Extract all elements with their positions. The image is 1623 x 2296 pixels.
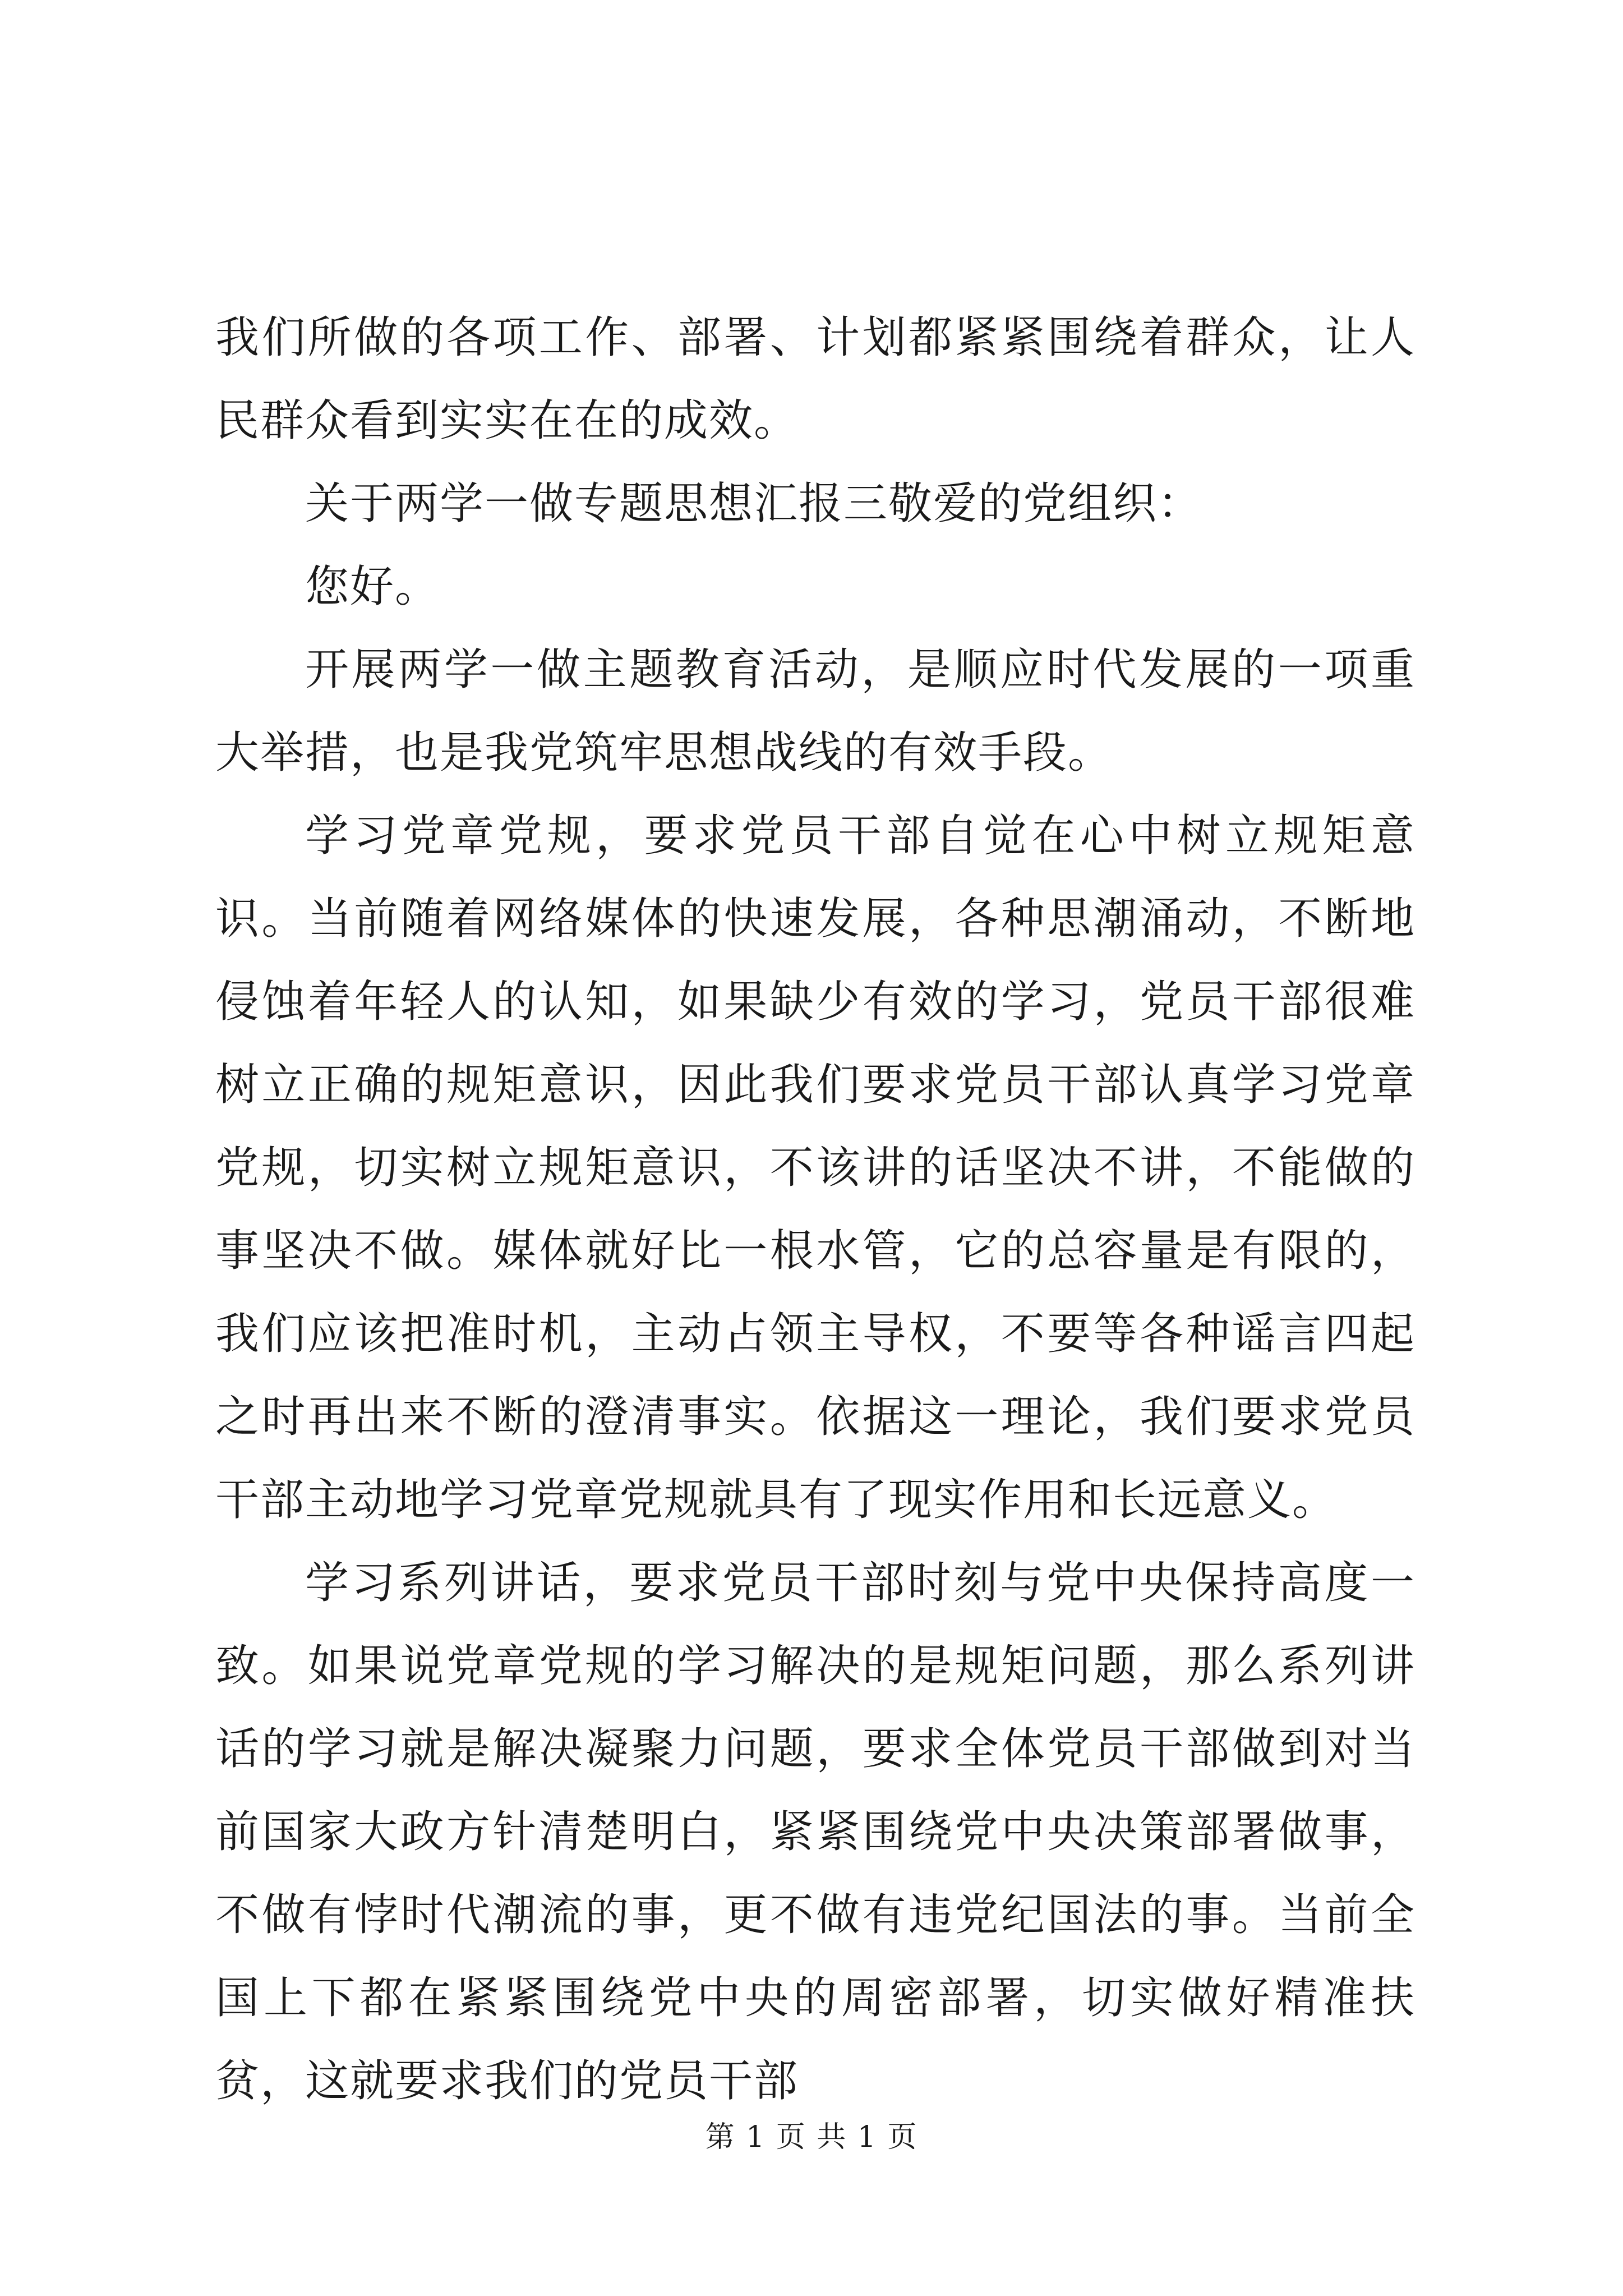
paragraph-3: 您好。: [305, 562, 440, 612]
paragraph-1: 我们所做的各项工作、部署、计划都紧紧围绕着群众，让人民群众看到实实在在的成效。: [215, 312, 1415, 446]
page-footer: 第 1 页 共 1 页: [705, 2120, 918, 2154]
paragraph-6: 学习系列讲话，要求党员干部时刻与党中央保持高度一致。如果说党章党规的学习解决的是规矩问题，那么系列讲话的学习就是解决凝聚力问题，要求全体党员干部做到对当前国家大政方针清楚明白，紧紧围绕党中央决策部署做事，不做有悖时代潮流的事，更不做有违党纪国法的事。当前全国上下都在紧紧围绕党中央的周密部署，切实做好精准扶贫，这就要求我们的党员干部: [215, 1558, 1415, 2106]
paragraph-2: 关于两学一做专题思想汇报三敬爱的党组织：: [305, 478, 1203, 529]
document-body: [215, 296, 1415, 2123]
paragraph-5: 学习党章党规，要求党员干部自觉在心中树立规矩意识。当前随着网络媒体的快速发展，各种思潮涌动，不断地侵蚀着年轻人的认知，如果缺少有效的学习，党员干部很难树立正确的规矩意识，因此我们要求党员干部认真学习党章党规，切实树立规矩意识，不该讲的话坚决不讲，不能做的事坚决不做。媒体就好比一根水管，它的总容量是有限的，我们应该把准时机，主动占领主导权，不要等各种谣言四起之时再出来不断的澄清事实。依据这一理论，我们要求党员干部主动地学习党章党规就具有了现实作用和长远意义。: [215, 811, 1415, 1525]
paragraph-4: 开展两学一做主题教育活动，是顺应时代发展的一项重大举措，也是我党筑牢思想战线的有效手段。: [215, 645, 1415, 778]
